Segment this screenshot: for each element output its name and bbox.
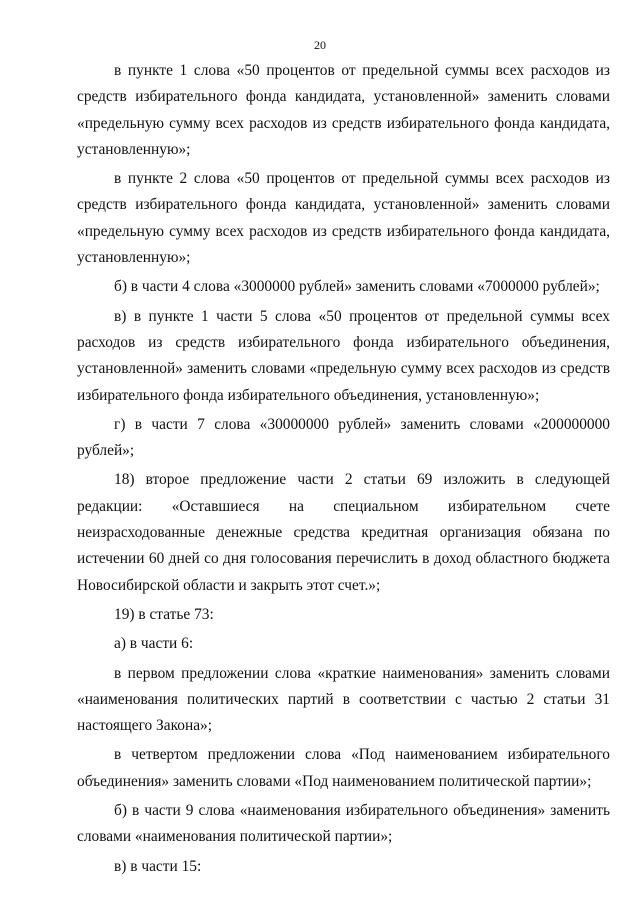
- paragraph-1: в пункте 1 слова «50 процентов от предельной суммы всех расходов из средств избирательного фонда кандидата, установленной» заменить словами «предельную сумму всех расходов из средств избирательного фонда кандидата, установленную»;: [77, 62, 610, 158]
- paragraph-6: 18) второе предложение части 2 статьи 69 изложить в следующей редакции: «Оставшиеся на специальном избирательном счете неизрасходованные денежные средства кредитная организация обязана по истечении 60 дней со дня голосования перечислить в доход областного бюджета Новосибирской области и закрыть этот счет.»;: [77, 471, 610, 594]
- paragraph-2: в пункте 2 слова «50 процентов от предельной суммы всех расходов из средств избирательного фонда кандидата, установленной» заменить словами «предельную сумму всех расходов из средств избирательного фонда кандидата, установленную»;: [77, 170, 610, 267]
- paragraph-8: а) в части 6:: [114, 635, 194, 653]
- page-number: 20: [314, 38, 326, 52]
- paragraph-5: г) в части 7 слова «30000000 рублей» заменить словами «200000000 рублей»;: [77, 415, 610, 460]
- paragraph-11: б) в части 9 слова «наименования избирательного объединения» заменить словами «наименования политической партии»;: [77, 802, 610, 846]
- paragraph-12: в) в части 15:: [114, 857, 202, 875]
- paragraph-10: в четвертом предложении слова «Под наименованием избирательного объединения» заменить словами «Под наименованием политической партии»;: [77, 746, 610, 790]
- paragraph-4: в) в пункте 1 части 5 слова «50 процентов от предельной суммы всех расходов из средств избирательного фонда избирательного объединения, установленной» заменить словами «предельную сумму всех расходов из средств избирательного фонда избирательного объединения, установленную»;: [77, 307, 610, 404]
- paragraph-7: 19) в статье 73:: [114, 605, 214, 623]
- paragraph-9: в первом предложении слова «краткие наименования» заменить словами «наименования политических партий в соответствии с частью 2 статьи 31 настоящего Закона»;: [77, 664, 610, 735]
- paragraph-3: б) в части 4 слова «3000000 рублей» заменить словами «7000000 рублей»;: [114, 278, 600, 296]
- document-body: [77, 58, 610, 883]
